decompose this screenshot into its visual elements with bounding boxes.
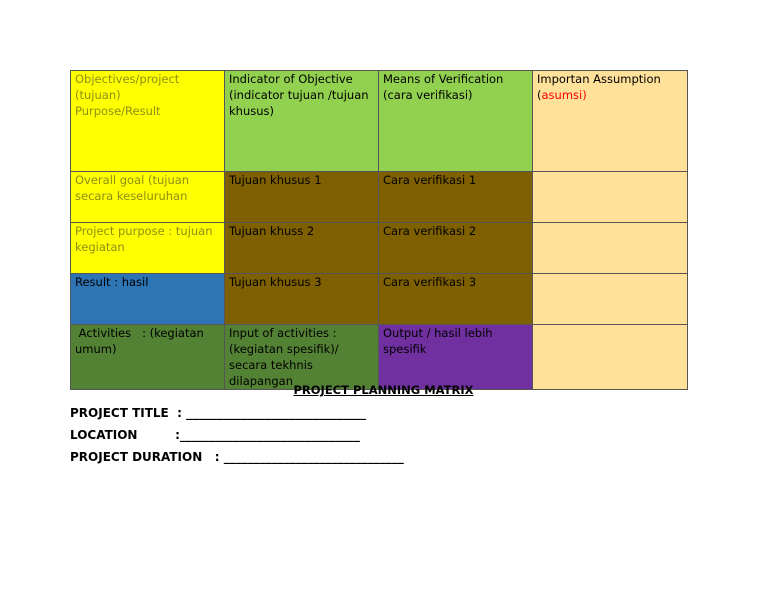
matrix-cell: Indicator of Objective (indicator tujuan /tujuan khusus) bbox=[225, 71, 379, 172]
matrix-cell bbox=[71, 71, 225, 172]
matrix-cell bbox=[533, 325, 688, 390]
table-row bbox=[71, 172, 688, 223]
matrix-cell bbox=[71, 223, 225, 274]
matrix-cell bbox=[533, 223, 688, 274]
table-row bbox=[71, 274, 688, 325]
cell-text: Objectives/project (tujuan) bbox=[75, 72, 180, 102]
cell-text: Importan Assumption ( bbox=[537, 72, 661, 102]
table-row bbox=[71, 325, 688, 390]
table-row bbox=[71, 71, 688, 172]
matrix-cell bbox=[533, 274, 688, 325]
matrix-cell: Cara verifikasi 3 bbox=[379, 274, 533, 325]
cell-text-red: ) bbox=[582, 88, 587, 102]
planning-matrix-table bbox=[70, 70, 688, 390]
project-title-field: PROJECT TITLE : ______________________________ bbox=[70, 406, 367, 420]
location-field: LOCATION :______________________________ bbox=[70, 428, 360, 442]
cell-text-red: asumsi bbox=[541, 88, 583, 102]
matrix-cell bbox=[533, 71, 688, 172]
matrix-cell bbox=[71, 172, 225, 223]
cell-text: Purpose/Result bbox=[75, 104, 161, 118]
matrix-cell: Cara verifikasi 1 bbox=[379, 172, 533, 223]
project-duration-field: PROJECT DURATION : ______________________________ bbox=[70, 450, 404, 464]
matrix-cell: Activities : (kegiatan umum) bbox=[71, 325, 225, 390]
matrix-cell: Means of Verification (cara verifikasi) bbox=[379, 71, 533, 172]
matrix-cell: Tujuan khusus 3 bbox=[225, 274, 379, 325]
matrix-cell: Tujuan khuss 2 bbox=[225, 223, 379, 274]
cell-text: Project purpose : tujuan kegiatan bbox=[75, 224, 213, 254]
matrix-cell: Tujuan khusus 1 bbox=[225, 172, 379, 223]
matrix-cell: Cara verifikasi 2 bbox=[379, 223, 533, 274]
matrix-caption: PROJECT PLANNING MATRIX bbox=[293, 383, 474, 397]
matrix-cell: Result : hasil bbox=[71, 274, 225, 325]
matrix-cell: Input of activities : (kegiatan spesifik)/ secara tekhnis dilapangan bbox=[225, 325, 379, 390]
table-row bbox=[71, 223, 688, 274]
cell-text: Overall goal (tujuan secara keseluruhan bbox=[75, 173, 190, 203]
matrix-cell bbox=[533, 172, 688, 223]
matrix-cell: Output / hasil lebih spesifik bbox=[379, 325, 533, 390]
